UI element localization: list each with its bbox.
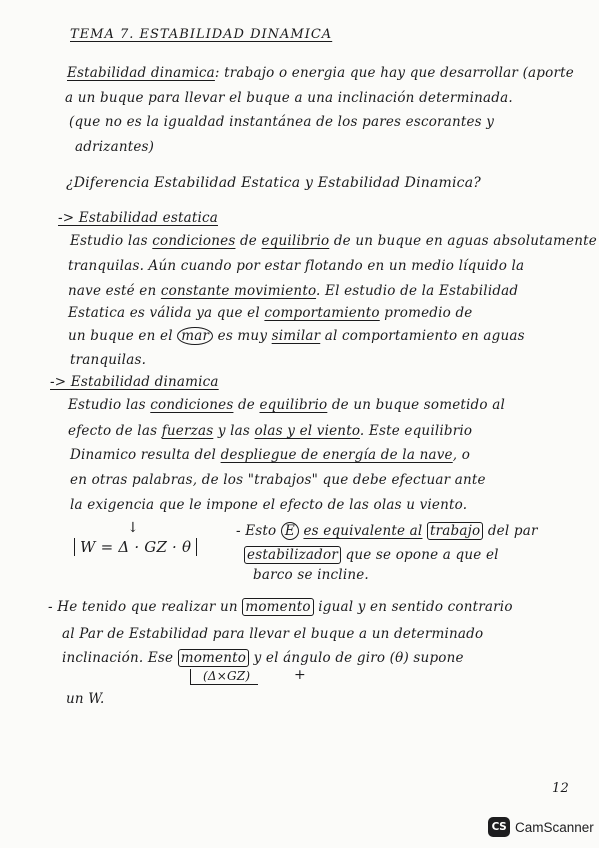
dynamic-l3-energy: despliegue de energía de la nave [220,447,453,463]
dynamic-l2-post: . Este equilibrio [359,423,473,439]
static-l1-equilibrium: equilibrio [261,233,330,249]
dynamic-l2-mid: y las [217,423,251,439]
dynamic-line-3 [70,447,470,463]
definition-term: Estabilidad dinamica [67,65,215,81]
page-number: 12 [552,781,569,796]
static-l1-conditions: condiciones [152,233,236,249]
final-l3-post: y el ángulo de giro (θ) supone [253,650,464,666]
dynamic-l3-pre: Dinamico resulta del [70,447,217,463]
static-l4-behaviour: comportamiento [264,305,380,321]
static-l4-pre: Estatica es válida ya que el [68,305,260,321]
dynamic-l1-post: de un buque sometido al [331,397,505,413]
dynamic-line-1 [68,397,505,413]
definition-line-1 [67,65,574,81]
definition-line-3: (que no es la igualdad instantánea de los pares escorantes y [69,114,495,130]
final-l1-moment: momento [242,598,313,616]
formula-note-pre: - Esto [236,523,277,539]
static-l3-movement: constante movimiento [160,283,317,299]
static-line-1 [70,233,597,249]
static-l1-post: de un buque en aguas absolutamente [333,233,597,249]
formula-note-line-3: barco se incline. [253,567,369,583]
formula-note-stabilizer: estabilizador [244,546,341,564]
dynamic-l2-pre: efecto de las [68,423,158,439]
dynamic-l1-equilibrium: equilibrio [259,397,328,413]
camscanner-watermark [488,817,594,837]
formula-note-line-2 [244,547,499,563]
final-line-2: al Par de Estabilidad para llevar el buque a un determinado [62,626,484,642]
static-line-5 [68,328,525,344]
dynamic-line-5: la exigencia que le impone el efecto de las olas u viento. [70,497,468,513]
static-l1-mid: de [239,233,257,249]
final-l3-moment: momento [178,649,249,667]
static-line-4 [68,305,472,321]
camscanner-logo: CS [488,817,510,837]
formula-note-equivalent: es equivalente al [303,523,423,539]
formula-note-line-1 [236,523,538,539]
dynamic-heading: -> Estabilidad dinamica [50,374,219,390]
dynamic-l1-mid: de [237,397,255,413]
final-line-4: un W. [66,691,105,707]
static-l4-post: promedio de [384,305,473,321]
formula-note-work: trabajo [427,522,483,540]
page-title: TEMA 7. ESTABILIDAD DINAMICA [70,27,333,42]
dynamic-l1-pre: Estudio las [68,397,146,413]
definition-line-2: a un buque para llevar el buque a una inclinación determinada. [65,90,513,106]
static-line-6: tranquilas. [70,352,147,368]
formula-note-post: del par [487,523,538,539]
final-l3-pre: inclinación. Ese [62,650,174,666]
static-l1-pre: Estudio las [70,233,148,249]
final-line-1 [48,599,513,615]
question-line: ¿Diferencia Estabilidad Estatica y Estabilidad Dinamica? [66,175,481,191]
definition-text: : trabajo o energia que hay que desarrollar (aporte [214,65,574,81]
static-l3-post: . El estudio de la Estabilidad [316,283,519,299]
static-l3-pre: nave esté en [68,283,157,299]
work-formula: W = Δ · GZ · θ [74,538,197,556]
dynamic-l2-waves-wind: olas y el viento [254,423,360,439]
dynamic-l2-forces: fuerzas [161,423,214,439]
static-line-3 [68,283,518,299]
final-moment-sub: (Δ×GZ) [190,669,258,685]
static-l5-mid: es muy [217,328,268,344]
camscanner-name: CamScanner [515,819,594,835]
static-line-2: tranquilas. Aún cuando por estar flotando en un medio líquido la [68,258,525,274]
formula-note-l2-post: que se opone a que el [345,547,499,563]
final-l1-post: igual y en sentido contrario [318,599,513,615]
formula-arrow: ↓ [127,520,139,536]
final-line-3 [62,650,464,666]
static-l5-pre: un buque en el [68,328,173,344]
final-plus: + [294,667,306,683]
dynamic-line-4: en otras palabras, de los "trabajos" que debe efectuar ante [70,472,486,488]
final-l1-pre: - He tenido que realizar un [48,599,238,615]
dynamic-line-2 [68,423,472,439]
static-l5-post: al comportamiento en aguas [324,328,525,344]
static-l5-sea: mar [177,327,213,345]
static-l5-similar: similar [271,328,321,344]
formula-note-e: E [281,522,299,540]
dynamic-l1-conditions: condiciones [150,397,234,413]
dynamic-l3-post: , o [452,447,471,463]
static-heading: -> Estabilidad estatica [58,210,218,226]
definition-line-4: adrizantes) [75,139,155,155]
